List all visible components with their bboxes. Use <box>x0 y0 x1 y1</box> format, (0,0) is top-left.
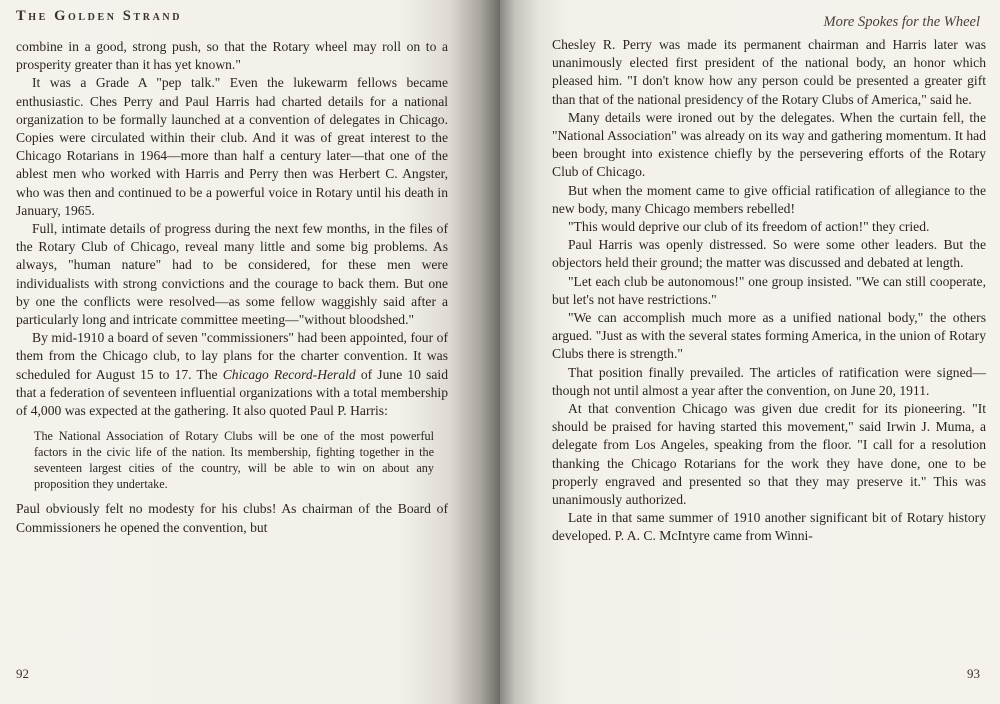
running-head-right: More Spokes for the Wheel <box>823 14 980 30</box>
left-page-body-end <box>16 500 448 536</box>
paragraph: combine in a good, strong push, so that the Rotary wheel may roll on to a prosperity greater than it has yet known." <box>16 39 448 73</box>
right-page <box>500 0 1000 704</box>
paragraph: Chesley R. Perry was made its permanent chairman and Harris later was unanimously elected first president of the national body, an honor which pleased him. "I don't know how any person could be presented a greater gift than that of the national presidency of the Rotary Clubs of America," said he. <box>552 37 986 107</box>
paragraph: Full, intimate details of progress during the next few months, in the files of the Rotary Club of Chicago, reveal many little and some big problems. As always, "human nature" had to be considered, for these men were individualists with strong convictions and the courage to back them. But one by one the conflicts were resolved—as some fellow waggishly said after a particularly long and intricate committee meeting—"without bloodshed." <box>16 221 448 328</box>
paragraph: Many details were ironed out by the delegates. When the curtain fell, the "National Association" was already on its way and gathering momentum. It had been brought into existence chiefly by the persevering efforts of the Rotary Club of Chicago. <box>552 109 986 180</box>
block-quote: The National Association of Rotary Clubs will be one of the most powerful factors in the civic life of the nation. Its membership, fighting together in the seventeen largest cities of the country, will be able to win on about any proposition they undertake. <box>34 429 434 491</box>
paragraph: "We can accomplish much more as a unified national body," the others argued. "Just as with the several states forming America, in the union of Rotary Clubs there is strength." <box>552 310 986 362</box>
page-number-right: 93 <box>967 666 980 681</box>
paragraph: "Let each club be autonomous!" one group insisted. "We can still cooperate, but let's not have restrictions." <box>552 273 986 307</box>
paragraph: That position finally prevailed. The articles of ratification were signed—though not until almost a year after the convention, on June 20, 1911. <box>552 364 986 398</box>
right-page-body <box>552 36 986 546</box>
page-number-left: 92 <box>16 666 29 681</box>
newspaper-title: Chicago Record-Herald <box>222 366 356 382</box>
paragraph: At that convention Chicago was given due credit for its pioneering. "It should be praised for having started this movement," said Irwin J. Muma, a delegate from Los Angeles, speaking from the floor. "I call for a resolution thanking the Chicago Rotarians for the work they have done, one to be properly engraved and presented so that they may preserve it." This was unanimously authorized. <box>552 401 986 508</box>
left-page-body <box>16 38 448 420</box>
paragraph: It was a Grade A "pep talk." Even the lukewarm fellows became enthusiastic. Ches Perry and Paul Harris had charted details for a national organization to be formally launched at a convention of delegates in Chicago. Copies were circulated within their club. And it was of great interest to the Chicago Rotarians in 1964—more than half a century later—that one of the ablest men who worked with Harris and Perry then was Herbert C. Angster, who was then and continued to be a powerful voice in Rotary until his death in January, 1965. <box>16 75 448 218</box>
paragraph-text: of June 10 said that a federation of seventeen influential organizations with a total membership of 4,000 was expected at the gathering. It also quoted Paul P. Harris: <box>16 366 448 419</box>
paragraph: "This would deprive our club of its freedom of action!" they cried. <box>568 219 930 235</box>
running-head-left: The Golden Strand <box>16 8 183 24</box>
paragraph-mid-1910 <box>16 329 448 420</box>
paragraph: But when the moment came to give official ratification of allegiance to the new body, many Chicago members rebelled! <box>552 182 986 216</box>
paragraph: Paul Harris was openly distressed. So were some other leaders. But the objectors held their ground; the matter was discussed and debated at length. <box>552 237 986 271</box>
paragraph: Paul obviously felt no modesty for his clubs! As chairman of the Board of Commissioners he opened the convention, but <box>16 501 448 535</box>
paragraph: Late in that same summer of 1910 another significant bit of Rotary history developed. P. A. C. McIntyre came from Winni- <box>552 510 986 544</box>
paragraph-text: By mid-1910 a board of seven "commissioners" had been appointed, four of them from the Chicago club, to lay plans for the charter convention. It was scheduled for August 15 to 17. The <box>16 330 448 382</box>
